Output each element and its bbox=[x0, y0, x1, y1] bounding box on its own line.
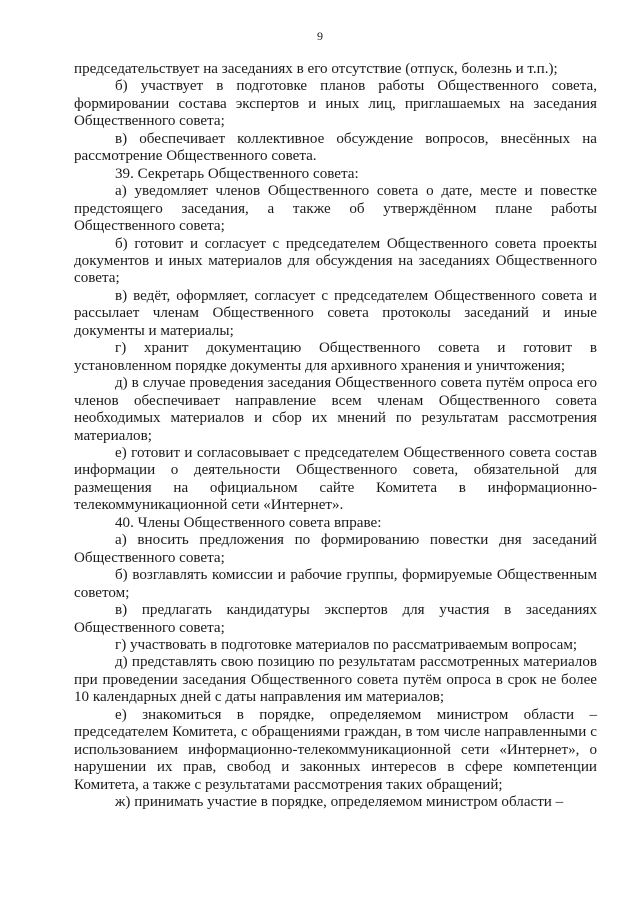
paragraph: б) возглавлять комиссии и рабочие группы, формируемые Общественным советом; bbox=[74, 567, 597, 601]
paragraph: д) в случае проведения заседания Общественного совета путём опроса его членов обеспечивает направление всем членам Общественного совета необходимых материалов и сбор их мнений по результатам рассмотрения материалов; bbox=[74, 375, 597, 444]
paragraph: в) предлагать кандидатуры экспертов для участия в заседаниях Общественного совета; bbox=[74, 602, 597, 636]
paragraph: а) уведомляет членов Общественного совета о дате, месте и повестке предстоящего заседания, а также об утверждённом плане работы Общественного совета; bbox=[74, 183, 597, 235]
paragraph: председательствует на заседаниях в его отсутствие (отпуск, болезнь и т.п.); bbox=[74, 61, 558, 77]
paragraph: 39. Секретарь Общественного совета: bbox=[115, 165, 359, 182]
paragraph: б) готовит и согласует с председателем Общественного совета проекты документов и иных материалов для обсуждения на заседаниях Общественного совета; bbox=[74, 235, 597, 287]
paragraph: г) участвовать в подготовке материалов по рассматриваемым вопросам; bbox=[115, 636, 578, 653]
paragraph: е) знакомиться в порядке, определяемом министром области – председателем Комитета, с обращениями граждан, в том числе направленными с использованием информационно-телекоммуникационной сети «Интернет», о нарушении их прав, свобод и законных интересов в сфере компетенции Комитета, а также с результатами рассмотрения таких обращений; bbox=[74, 706, 597, 793]
paragraph: е) готовит и согласовывает с председателем Общественного совета состав информации о деятельности Общественного совета, обязательной для размещения на официальном сайте Комитета в информационно-телекоммуникационной сети «Интернет». bbox=[74, 444, 597, 514]
paragraph: а) вносить предложения по формированию повестки дня заседаний Общественного совета; bbox=[74, 532, 597, 566]
paragraph: д) представлять свою позицию по результатам рассмотренных материалов при проведении заседания Общественного совета путём опроса в срок не более 10 календарных дней с даты направления им материалов; bbox=[74, 654, 597, 706]
page-number: 9 bbox=[317, 29, 323, 43]
paragraph: в) обеспечивает коллективное обсуждение вопросов, внесённых на рассмотрение Общественного совета. bbox=[74, 130, 597, 165]
paragraph: 40. Члены Общественного совета вправе: bbox=[115, 514, 382, 531]
paragraph: г) хранит документацию Общественного совета и готовит в установленном порядке документы для архивного хранения и уничтожения; bbox=[74, 340, 597, 374]
paragraph: ж) принимать участие в порядке, определяемом министром области – bbox=[115, 794, 564, 811]
document-body bbox=[74, 61, 597, 811]
paragraph: в) ведёт, оформляет, согласует с председателем Общественного совета и рассылает членам Общественного совета протоколы заседаний и иные документы и материалы; bbox=[74, 287, 597, 339]
paragraph: б) участвует в подготовке планов работы Общественного совета, формировании состава экспертов и иных лиц, приглашаемых на заседания Общественного совета; bbox=[74, 78, 597, 130]
